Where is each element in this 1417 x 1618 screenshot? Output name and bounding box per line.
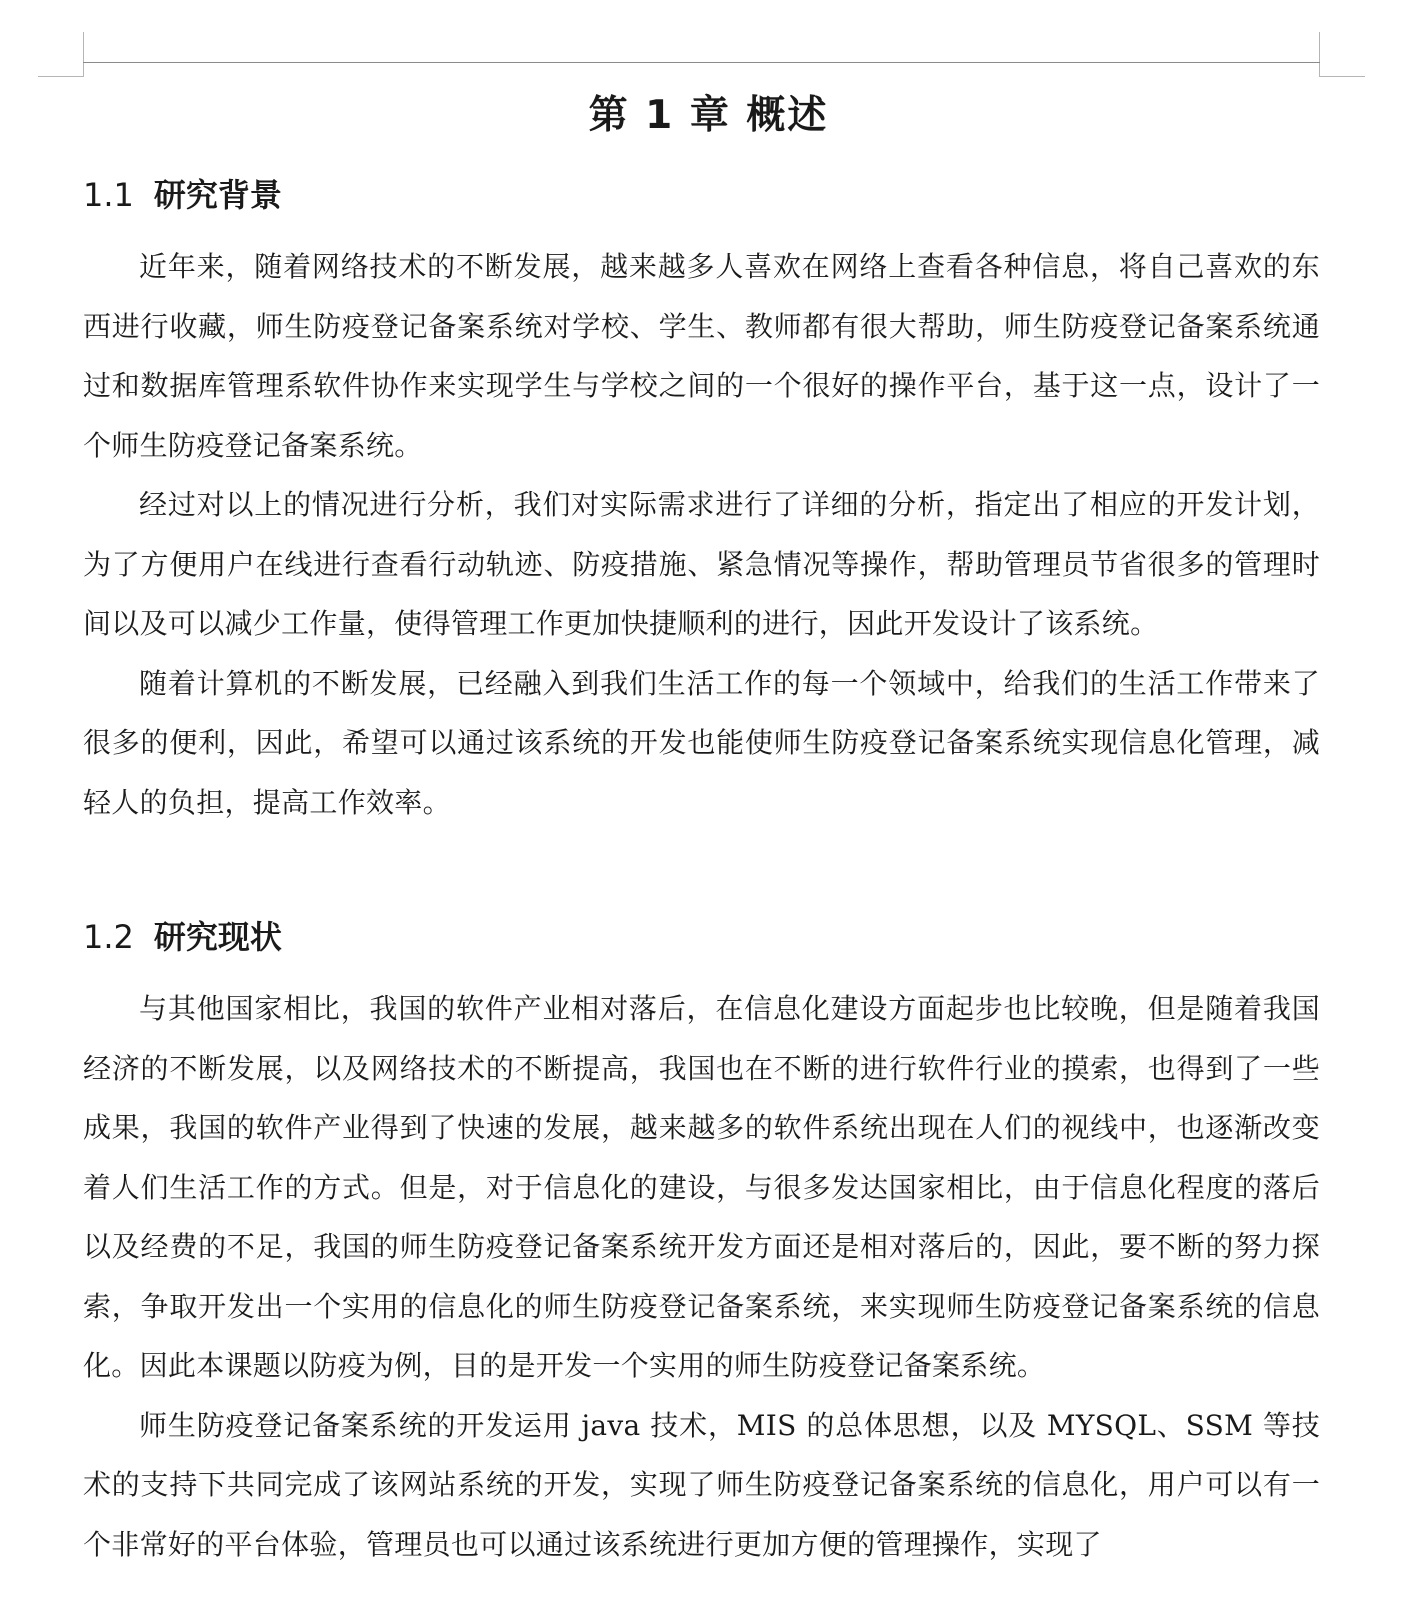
- section-number: 1.1: [83, 176, 134, 214]
- paragraph: 师生防疫登记备案系统的开发运用 java 技术，MIS 的总体思想，以及 MYSQL、SSM 等技术的支持下共同完成了该网站系统的开发，实现了师生防疫登记备案系统的信息化，用户可以有一个非常好的平台体验，管理员也可以通过该系统进行更加方便的管理操作，实现了: [83, 1408, 1320, 1561]
- crop-mark-top-left-vertical: [83, 32, 84, 76]
- section-1-1-body: [83, 237, 1320, 832]
- paragraph: 与其他国家相比，我国的软件产业相对落后，在信息化建设方面起步也比较晚，但是随着我国经济的不断发展，以及网络技术的不断提高，我国也在不断的进行软件行业的摸索，也得到了一些成果，我国的软件产业得到了快速的发展，越来越多的软件系统出现在人们的视线中，也逐渐改变着人们生活工作的方式。但是，对于信息化的建设，与很多发达国家相比，由于信息化程度的落后以及经费的不足，我国的师生防疫登记备案系统开发方面还是相对落后的，因此，要不断的努力探索，争取开发出一个实用的信息化的师生防疫登记备案系统，来实现师生防疫登记备案系统的信息化。因此本课题以防疫为例，目的是开发一个实用的师生防疫登记备案系统。: [83, 992, 1320, 1382]
- section-number: 1.2: [83, 918, 134, 956]
- section-title: 研究背景: [153, 176, 282, 214]
- section-1-2-body: [83, 979, 1320, 1574]
- header-rule: [83, 62, 1320, 63]
- chapter-title: 第 1 章 概述: [588, 93, 829, 138]
- section-heading-1-2: [83, 912, 282, 962]
- paragraph: 随着计算机的不断发展，已经融入到我们生活工作的每一个领域中，给我们的生活工作带来了很多的便利，因此，希望可以通过该系统的开发也能使师生防疫登记备案系统实现信息化管理，减轻人的负担，提高工作效率。: [83, 666, 1320, 819]
- section-title: 研究现状: [153, 918, 282, 956]
- paragraph: 近年来，随着网络技术的不断发展，越来越多人喜欢在网络上查看各种信息，将自己喜欢的东西进行收藏，师生防疫登记备案系统对学校、学生、教师都有很大帮助，师生防疫登记备案系统通过和数据库管理系软件协作来实现学生与学校之间的一个很好的操作平台，基于这一点，设计了一个师生防疫登记备案系统。: [83, 250, 1320, 462]
- section-heading-1-1: [83, 170, 282, 220]
- crop-mark-top-right-vertical: [1319, 32, 1320, 76]
- paragraph: 经过对以上的情况进行分析，我们对实际需求进行了详细的分析，指定出了相应的开发计划，为了方便用户在线进行查看行动轨迹、防疫措施、紧急情况等操作，帮助管理员节省很多的管理时间以及可以减少工作量，使得管理工作更加快捷顺利的进行，因此开发设计了该系统。: [83, 488, 1320, 640]
- crop-mark-top-left-horizontal: [38, 76, 84, 77]
- crop-mark-top-right-horizontal: [1319, 76, 1365, 77]
